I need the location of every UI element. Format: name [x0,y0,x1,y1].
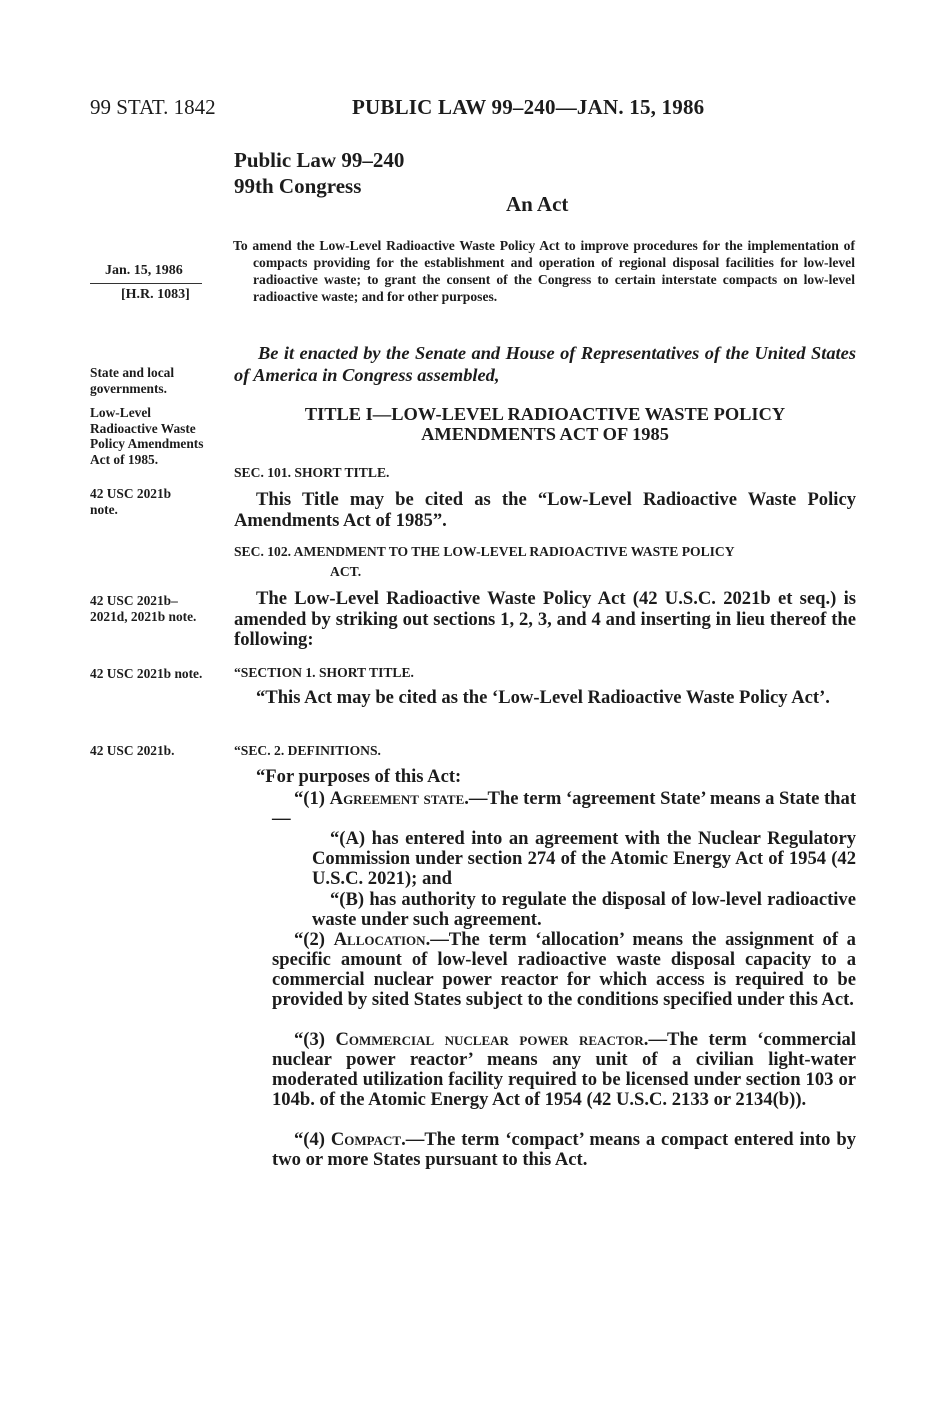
definition-1-b: “(B) has authority to regulate the disposal of low-level radioactive waste under such agreement. [312,889,856,930]
public-law-number: Public Law 99–240 [234,148,405,172]
margin-date: Jan. 15, 1986 [105,263,183,278]
title-heading-line2: AMENDMENTS ACT OF 1985 [421,424,669,444]
definition-1-lead: “(1) [294,788,330,809]
stat-page-number: 99 STAT. 1842 [90,95,216,119]
margin-usc-range: 42 USC 2021b–2021d, 2021b note. [90,593,197,624]
sec102-heading [234,544,856,580]
definition-2 [272,930,856,1010]
section1-text: “This Act may be cited as the ‘Low-Level Radioactive Waste Policy Act’. [256,687,830,708]
margin-usc-note-2: 42 USC 2021b note. [90,666,203,681]
title-heading [234,404,856,444]
definition-1-a: “(A) has entered into an agreement with the Nuclear Regulatory Commission under section 274 of the Atomic Energy Act of 1954 (42 U.S.C. 2021); and [312,828,856,889]
margin-usc-2021b: 42 USC 2021b. [90,743,175,758]
section2-heading: “SEC. 2. DEFINITIONS. [234,743,381,758]
sec102-text: The Low-Level Radioactive Waste Policy Act (42 U.S.C. 2021b et seq.) is amended by striking out sections 1, 2, 3, and 4 and inserting in lieu thereof the following: [234,588,856,650]
running-title: PUBLIC LAW 99–240—JAN. 15, 1986 [352,95,705,119]
section1-heading: “SECTION 1. SHORT TITLE. [234,665,414,680]
purpose-clause: To amend the Low-Level Radioactive Waste Policy Act to improve procedures for the implementation of compacts providing for the establishment and operation of regional disposal facilities for low-level radioactive waste; to grant the consent of the Congress to certain interstate compacts on low-level radioactive waste; and for other purposes. [233,238,855,304]
title-heading-line1: TITLE I—LOW-LEVEL RADIOACTIVE WASTE POLICY [304,404,786,424]
sec101-text: This Title may be cited as the “Low-Level Radioactive Waste Policy Amendments Act of 1985”. [234,489,856,531]
sec101-heading: SEC. 101. SHORT TITLE. [234,465,390,480]
an-act-heading: An Act [506,192,569,216]
sec102-heading-line2: ACT. [330,564,362,579]
definition-1-term: Agreement state [329,788,465,809]
definition-3-lead: “(3) [294,1029,336,1050]
definition-2-term: Allocation [333,929,426,950]
definition-2-lead: “(2) [294,929,334,950]
margin-bill-number: [H.R. 1083] [121,287,190,302]
enacting-clause: Be it enacted by the Senate and House of Representatives of the United States of America in Congress assembled, [234,343,856,385]
congress-number: 99th Congress [234,174,362,198]
margin-state-local: State and local governments. [90,365,175,396]
definition-3 [272,1030,856,1110]
definition-3-term: Commercial nuclear power reactor [335,1029,644,1050]
definition-2-text: .—The term ‘allocation’ means the assignment of a specific amount of low-level radioactive waste disposal capacity to a commercial nuclear power reactor for which access is required to be provided by sited States subject to the conditions specified under this Act. [272,929,856,1010]
margin-llrw-act: Low-Level Radioactive Waste Policy Amendments Act of 1985. [90,405,204,467]
definition-3-text: .—The term ‘commercial nuclear power reactor’ means any unit of a civilian light-water moderated utilization facility required to be licensed under section 103 or 104b. of the Atomic Energy Act of 1954 (42 U.S.C. 2133 or 2134(b)). [272,1029,856,1110]
definition-1-text: .—The term ‘agreement State’ means a State that— [272,788,857,829]
sec102-heading-line1: SEC. 102. AMENDMENT TO THE LOW-LEVEL RADIOACTIVE WASTE POLICY [234,544,735,559]
margin-rule [90,283,202,284]
definition-4-text: .—The term ‘compact’ means a compact entered into by two or more States pursuant to this Act. [272,1129,856,1170]
definition-4 [272,1130,856,1170]
definition-4-term: Compact [330,1129,402,1150]
definition-1 [272,789,856,829]
margin-usc-note-1: 42 USC 2021b note. [90,486,172,517]
section2-intro: “For purposes of this Act: [256,766,462,787]
definition-4-lead: “(4) [294,1129,331,1150]
